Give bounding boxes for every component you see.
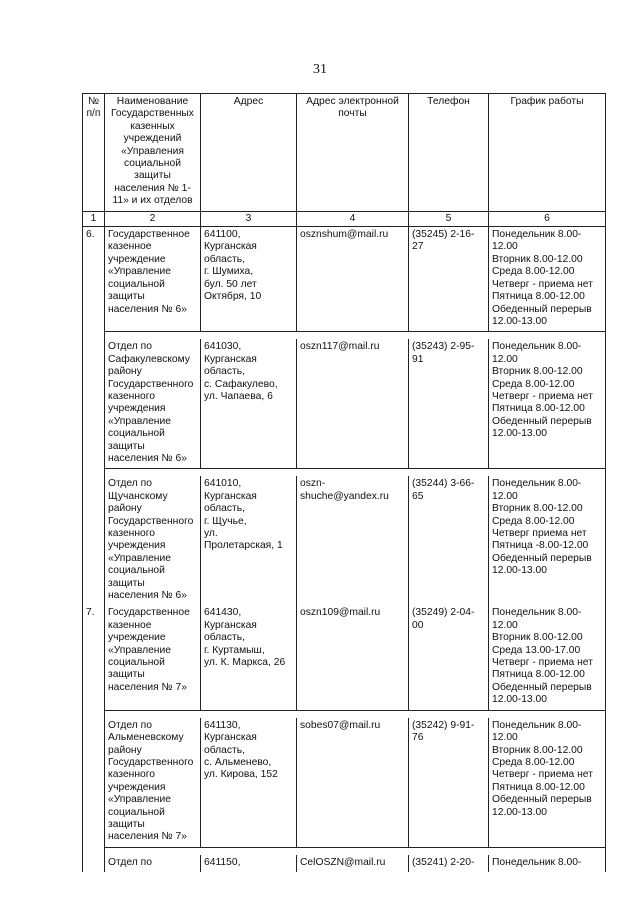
header-name: Наименование Государственных казенных учреждений «Управления социальной защиты населения № 1- 11» и их отделов (105, 94, 201, 212)
institution-schedule: Понедельник 8.00- 12.00 Вторник 8.00-12.00 Среда 13.00-17.00 Четверг - приема нет Пятница 8.00-12.00 Обеденный перерыв 12.00-13.00 (489, 605, 606, 710)
institution-name: Государственное казенное учреждение «Управление социальной защиты населения № 6» (105, 227, 201, 332)
row-number (83, 855, 105, 872)
column-number: 5 (409, 211, 489, 226)
institution-email: CelOSZN@mail.ru (297, 855, 409, 872)
column-number: 3 (201, 211, 297, 226)
header-email: Адрес электронной почты (297, 94, 409, 212)
institution-email: oszn109@mail.ru (297, 605, 409, 710)
institution-name: Отдел по (105, 855, 201, 872)
institution-name: Отдел по Сафакулевскому району Государственного казенного учреждения «Управление социальной защиты населения № 6» (105, 339, 201, 469)
institution-schedule: Понедельник 8.00- 12.00 Вторник 8.00-12.00 Среда 8.00-12.00 Четверг - приема нет Пятница 8.00-12.00 Обеденный перерыв 12.00-13.00 (489, 227, 606, 332)
institution-address: 641150, (201, 855, 297, 872)
column-number: 2 (105, 211, 201, 226)
institution-email: sobes07@mail.ru (297, 718, 409, 848)
institution-schedule: Понедельник 8.00- 12.00 Вторник 8.00-12.00 Среда 8.00-12.00 Четверг - приема нет Пятница 8.00-12.00 Обеденный перерыв 12.00-13.00 (489, 718, 606, 848)
header-schedule: График работы (489, 94, 606, 212)
column-number: 6 (489, 211, 606, 226)
table-row (83, 605, 606, 710)
institution-phone: (35245) 2-16- 27 (409, 227, 489, 332)
institution-phone: (35242) 9-91- 76 (409, 718, 489, 848)
row-number (83, 339, 105, 469)
institution-schedule: Понедельник 8.00- 12.00 Вторник 8.00-12.00 Среда 8.00-12.00 Четверг приема нет Пятница -8.00-12.00 Обеденный перерыв 12.00-13.00 (489, 476, 606, 605)
row-spacer (83, 847, 606, 855)
column-number-row (83, 211, 606, 226)
column-number: 1 (83, 211, 105, 226)
column-number: 4 (297, 211, 409, 226)
row-number: 6. (83, 227, 105, 332)
header-phone: Телефон (409, 94, 489, 212)
institution-address: 641430, Курганская область, г. Куртамыш, ул. К. Маркса, 26 (201, 605, 297, 710)
row-spacer (83, 469, 606, 477)
table-row (83, 227, 606, 332)
header-address: Адрес (201, 94, 297, 212)
header-row (83, 94, 606, 212)
row-spacer (83, 710, 606, 718)
institution-address: 641100, Курганская область, г. Шумиха, бул. 50 лет Октября, 10 (201, 227, 297, 332)
institutions-table (82, 93, 606, 872)
institution-address: 641030, Курганская область, с. Сафакулево, ул. Чапаева, 6 (201, 339, 297, 469)
institution-email: osznshum@mail.ru (297, 227, 409, 332)
row-number (83, 718, 105, 848)
page-number: 31 (313, 62, 327, 77)
row-number (83, 476, 105, 605)
table-row (83, 855, 606, 872)
institution-phone: (35243) 2-95- 91 (409, 339, 489, 469)
row-spacer (83, 332, 606, 340)
table-row (83, 718, 606, 848)
institution-email: oszn- shuche@yandex.ru (297, 476, 409, 605)
row-number: 7. (83, 605, 105, 710)
institution-phone: (35244) 3-66- 65 (409, 476, 489, 605)
institution-email: oszn117@mail.ru (297, 339, 409, 469)
institution-schedule: Понедельник 8.00- 12.00 Вторник 8.00-12.00 Среда 8.00-12.00 Четверг - приема нет Пятница 8.00-12.00 Обеденный перерыв 12.00-13.00 (489, 339, 606, 469)
table-row (83, 339, 606, 469)
institution-phone: (35249) 2-04- 00 (409, 605, 489, 710)
table-row (83, 476, 606, 605)
institution-phone: (35241) 2-20- (409, 855, 489, 872)
institution-name: Отдел по Щучанскому району Государственного казенного учреждения «Управление социальной защиты населения № 6» (105, 476, 201, 605)
institution-name: Государственное казенное учреждение «Управление социальной защиты населения № 7» (105, 605, 201, 710)
institution-address: 641130, Курганская область, с. Альменево, ул. Кирова, 152 (201, 718, 297, 848)
institution-schedule: Понедельник 8.00- (489, 855, 606, 872)
institution-name: Отдел по Альменевскому району Государственного казенного учреждения «Управление социальной защиты населения № 7» (105, 718, 201, 848)
institution-address: 641010, Курганская область, г. Щучье, ул. Пролетарская, 1 (201, 476, 297, 605)
header-number: № п/п (83, 94, 105, 212)
